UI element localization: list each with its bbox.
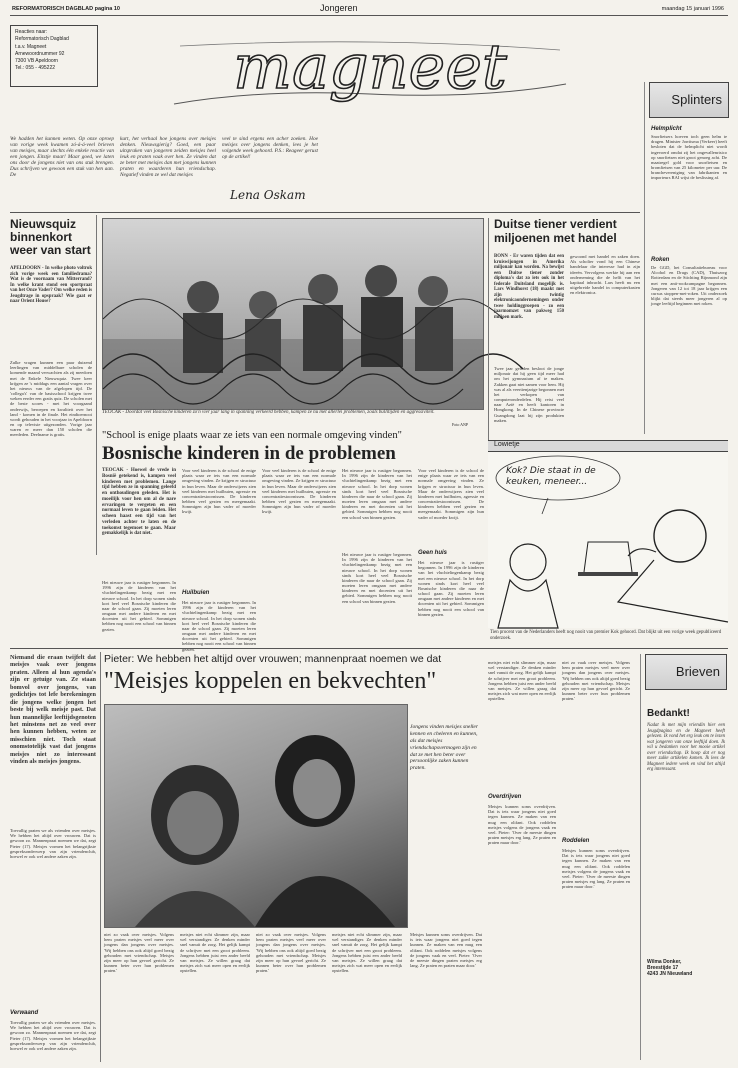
address-line: 7300 VB Apeldoorn: [15, 58, 59, 64]
bosnia-kicker: "School is enige plaats waar ze iets van een normale omgeving vinden": [102, 430, 402, 441]
editorial-col: We hadden het kunnen weten. Op onze oproep van vorige week kwamen zó-á-á-veel brieven van meisjes, maar slechts één enkele reactie van een jongen. Eitstje maar! Maar goed, we laten ons door de jongens niet van ons stuk brengen. Dus schrijven we gewoon een stuk van hen aan. De: [10, 136, 114, 179]
address-line: Reformatorisch Dagblad: [15, 36, 69, 43]
meisjes-body: niet zo vaak over meisjes. Volgens hem praten meisjes veel meer over jongens dan jongens over meisjes. 'Wij hebben ons ook altijd goed bezig gehouden met vriendschap. Meisjes zijn meer op hun gevoel gericht. Ze kunnen beter over hun problemen praten.': [104, 932, 174, 974]
logo-text: magneet: [233, 30, 507, 103]
editorial-col: kurt, het verhaal hoe jongens over meisjes denken. Nieuwsgierig? Goed, een paar uitspraken van jongeren zeiden meisjes heel leuk en praten vaak over hen. Ze vinden dat ze beter met meisjes dan met jongens kunnen praten en waarderen hun vriendschap. Negatief vinden ze wel dat meisjes: [120, 136, 216, 179]
splinters-box: [644, 82, 729, 434]
cartoon-caption: Tien procent van de Nederlanders heeft nog nooit van premier Kok gehoord. Dat blijkt uit een vorige week gepubliceerd onderzoek.: [490, 630, 722, 641]
bosnia-lead: TEOCAK - Hoewel de vrede in Bosnië getekend is, kampen veel kinderen met problemen. Lange tijd hebben ze in spanning geleefd en onthoudingen geleden. Het is moeilijk voor hen om al de nare ervaringen te vergeten en een normaal leven te gaan leiden. Het scheen haast een tijd van het verleden achter te laten en de toekomst tegemoet te gaan. Maar gemakkelijk is dat niet.: [102, 468, 176, 537]
meisjes-quote: Jongens vinden meisjes sneller kennen en cheleren en kunnen, als dat meisjes vriendschapsvermogen zijn en dat ze met hen beter over persoonlijke zaken kunnen praten.: [410, 724, 478, 772]
duitse-body: Twee jaar geleden besloot de jonge miljonair dat hij geen tijd meer had om het gymnasium af te maken. Zakken gaat niet samen voor hem. Hij was al als veertienjarige begonnen met het verkopen van computeronderdelen. Hij reist veel naar Azië en heeft kantoren in Hongkong. In de Chinese provincie Guangdong laat hij zijn produkten maken.: [494, 366, 564, 423]
meisjes-leftcol: Niemand die eraan twijfelt dat meisjes vaak over jongens praten. Alleen al hun agenda's zijn er getuige van. Ze staan bomvol over jongens, van gedichtjes tot lefe berekeningen die jongens welke jongen het beste bij welk meisje past. Dat hun mannelijke leeftijdsgenoten het minstens net zo veel over hen kunnen hebben, weten ze misschien niet. Toch staat onomstotelijk vast dat jongens meisjes niet zo interessant vinden als meisjes jongens.: [10, 654, 96, 766]
section-title: Jongeren: [320, 3, 358, 13]
bosnia-body: Het nieuwe jaar is rustiger begonnen. In 1996 zijn de kinderen van het vluchtelingenkamp bezig met een nieuwe school. In het dorp wonen sinds kort heel veel Bosnische kinderen die naar de school gaan. Zij moeten leren omgaan met andere kinderen en met docenten uit het gebied. Sommigen hebben nog nooit een school van binnen gezien.: [342, 552, 412, 604]
brieven-city: 4243 JN Nieuwland: [647, 971, 693, 977]
brieven-author: Wilma Donker,: [647, 959, 682, 965]
meisjes-kicker: Pieter: We hebben het altijd over vrouwen; mannenpraat noemen we dat: [104, 653, 442, 665]
meisjes-subhead: Overdrijven: [488, 794, 522, 800]
address-line: Arnewoordnummer 92: [15, 50, 65, 57]
left-article-lead: APELDOORN - In welke photo voltrok zich vorige week een familiedrama? Wat is de voornaam van Mitterrand? In welke krant stond een sportpraat van het Onze Vader? Om welke reden is Jeugdtrage in opspraak? Wie gaat er naar Orient House?: [10, 266, 92, 305]
bosnia-body: Voor veel kinderen is de school de enige plaats waar ze iets van een normale omgeving vinden. Ze krijgen er structuur in hun leven. Maar de onderwijzers zien veel kinderen met huilbuien, agressie en concentratiestoornissen. De kinderen hebben veel gezien en meegemaakt. Sommigen zijn hun vader of moeder kwijt.: [262, 468, 336, 515]
address-line: t.a.v. Magneet: [15, 43, 47, 50]
bosnia-title: Bosnische kinderen in de problemen: [102, 443, 396, 464]
address-line: Tel.: 055 - 495222: [15, 65, 56, 72]
duitse-title: Duitse tiener verdient miljoenen met handel: [494, 217, 617, 245]
bosnia-subhead: Geen huis: [418, 550, 448, 556]
left-article-title: Nieuwsquiz binnenkort weer van start: [10, 217, 91, 258]
bosnia-body: Voor veel kinderen is de school de enige plaats waar ze iets van een normale omgeving vinden. Ze krijgen er structuur in hun leven. Maar de onderwijzers zien veel kinderen met huilbuien, agressie en concentratiestoornissen. De kinderen hebben veel gezien en meegemaakt. Sommigen zijn hun vader of moeder kwijt.: [182, 468, 256, 515]
address-line: Reacties naar:: [15, 29, 48, 35]
meisjes-body: Meisjes kunnen soms overdrijven. Dat is iets waar jongens niet goed tegen kunnen. Ze maken van een mug een olifant. Ook roddelen meisjes volgens de jongens vaak en veel. Pieter: 'Over de meeste dingen praten meisjes erg lang. Ze praten en praten maar door.': [562, 848, 630, 890]
bosnia-subhead: Huilbuien: [182, 590, 210, 596]
splinters-subhead: Roken: [651, 257, 670, 263]
meisjes-body: meisjes niet echt slimmer zijn, maar wel verstandiger. Ze denken minder snel vanuit de zorg. Het gelijk kampt de schrijver met een groot probleem. Jongens hebben juist een ander beeld van meisjes. Ze willen graag dat meisjes zich wat meer open en eerlijk opstellen.: [332, 932, 402, 974]
girls-photo: [104, 704, 408, 928]
editorial-col: veel te sind ergens een acher zoeken. Hoe meisjes over jongens denken, lees je het volgende week gehoord. P.S.: Reageer gerust op de artikel!: [222, 136, 318, 161]
meisjes-body: Meisjes kunnen soms overdrijven. Dat is iets waar jongens niet goed tegen kunnen. Ze maken van een mug een olifant. Ook roddelen meisjes volgens de jongens vaak en veel. Pieter: 'Over de meeste dingen praten meisjes erg lang. Ze praten en praten maar door.': [410, 932, 482, 969]
lowietje-bar: [488, 440, 728, 452]
bosnia-body: Het nieuwe jaar is rustiger begonnen. In 1996 zijn de kinderen van het vluchtelingenkamp bezig met een nieuwe school. In het dorp wonen sinds kort heel veel Bosnische kinderen die naar de school gaan. Zij moeten leren omgaan met andere kinderen en met docenten uit het gebied. Sommigen hebben nog nooit een school van binnen gezien.: [102, 580, 176, 632]
brieven-subhead: Bedankt!: [647, 708, 690, 719]
meisjes-body: niet zo vaak over meisjes. Volgens hem praten meisjes veel meer over jongens dan jongens over meisjes. 'Wij hebben ons ook altijd goed bezig gehouden met vriendschap. Meisjes zijn meer op hun gevoel gericht. Ze kunnen beter over hun problemen praten.': [256, 932, 326, 974]
section-rule: [10, 648, 728, 649]
meisjes-leftbody: Toevallig praten we als vrienden over meisjes. We hebben het altijd over vrouwen. Dat is gewoon zo. Mannenpraat noemen we dat, zegt Pieter (17). Meisjes vormen het belangrijkste gespreksonderwerp van zijn vriendenclub, hoewel er ook wel andere zaken zijn.: [10, 1020, 96, 1051]
lowietje-title: Lowietje: [494, 441, 520, 448]
meisjes-body: niet zo vaak over meisjes. Volgens hem praten meisjes veel meer over jongens dan jongens over meisjes. 'Wij hebben ons ook altijd goed bezig gehouden met vriendschap. Meisjes zijn meer op hun gevoel gericht. Ze kunnen beter over hun problemen praten.': [562, 660, 630, 702]
magneet-logo-art: [170, 30, 570, 110]
splinters-subhead: Helmplicht: [651, 126, 682, 132]
meisjes-body: meisjes niet echt slimmer zijn, maar wel verstandiger. Ze denken minder snel vanuit de zorg. Het gelijk kampt de schrijver met een groot probleem. Jongens hebben juist een ander beeld van meisjes. Ze willen graag dat meisjes zich wat meer open en eerlijk opstellen.: [488, 660, 556, 702]
meisjes-leftbody: Toevallig praten we als vrienden over meisjes. We hebben het altijd over vrouwen. Dat is gewoon zo. Mannenpraat noemen we dat, zegt Pieter (17). Meisjes vormen het belangrijkste gespreksonderwerp van zijn vriendenclub, hoewel er ook wel andere zaken zijn.: [10, 828, 96, 859]
photo1-caption: TEOCAK - Doordat veel Bosnische kinderen zo'n vier jaar lang in spanning verkeerd hebben, kampen ze nu met allerlei problemen, zoals bullitijden en aggressiviteit.: [102, 410, 435, 415]
meisjes-body: Meisjes kunnen soms overdrijven. Dat is iets waar jongens niet goed tegen kunnen. Ze maken van een mug een olifant. Ook roddelen meisjes volgens de jongens vaak en veel. Pieter: 'Over de meeste dingen praten meisjes erg lang. Ze praten en praten maar door.': [488, 804, 556, 846]
cartoon-bubble: Kok? Die staat in de keuken, meneer...: [506, 466, 596, 487]
brieven-header: [645, 654, 727, 690]
header-rule: [10, 15, 728, 16]
photo1-credit: Foto ANP: [452, 422, 469, 427]
brieven-address: Breestijde 17: [647, 965, 679, 971]
meisjes-title: "Meisjes koppelen en bekvechten": [104, 668, 437, 694]
barbed-wire-icon: [103, 219, 483, 409]
address-box: [10, 25, 98, 87]
brieven-box: [640, 654, 729, 1060]
paper-name: REFORMATORISCH DAGBLAD pagina 10: [12, 6, 120, 12]
meisjes-subhead: Verwaand: [10, 1010, 39, 1016]
splinters-body: De GGD, het Consultatiebureau voor Alcohol en Drugs (CAD), Thuiszorg Rotterdam en de Stichting Rijnmond zijn met een anti-rookcampagne begonnen. Jongeren van 12 tot 18 jaar krijgen een cursus stoppen-met-roken. Uit onderzoek blijkt dat steeds meer jongeren al op jonge leeftijd beginnen met roken.: [651, 265, 727, 307]
duitse-lead: BONN - Er waren tijden dat een kruiswijongen in Amerika miljonair kan worden. Na bewijst een Duitse tiener zonder diploma's dat zo iets ook in het federale Duitsland mogelijk is. Lars Windhorst (18) maakt met zijn twintig elektronicaondernemingen onder twee holdinggroepen - zo een jaarmomzet van pakweg 150 miljoen mark.: [494, 254, 564, 320]
duitse-body: gewoond met handel en zaken doen. Als scholier vond hij een Chinese handelaar die interesse had in zijn ideeën. Vervolgens werkte hij aan een onderneming die de helft van het kapitaal inbracht. Lars heeft nu een uitgebreide handel in computerkasten en elektronica.: [570, 254, 640, 296]
splinters-body: Snorfietsers hoeven toch geen helm te dragen. Minister Jorritsma (Verkeer) heeft besloten dat de helmplicht niet wordt ingevoerd omdat zij het ongevallenrisico op snorfietsen niet groot genoeg acht. De maatregel gold voor snorfietsen en bromfietsen van 25 kilometer per uur. De branchevereniging van fabrikanten en importeurs RAI wijst de beslissing af.: [651, 134, 727, 181]
splinters-header: [649, 82, 729, 118]
brieven-body: Nadat ik met mijn vriendin hier een Jeugdpagina en de Magneet heeft gelezen. Ik vond het erg leuk om te lezen wat jongeren van onze leeftijd doen. Ik wil u bedanken voor het mooie artikel over vriendschap. Ik hoop dat er nog meer zulke artikelen komen. Ik lees de Magneet iedere week en vind het altijd erg interessant.: [647, 723, 725, 773]
column-rule: [96, 215, 97, 555]
column-rule: [100, 652, 101, 1062]
meisjes-body: meisjes niet echt slimmer zijn, maar wel verstandiger. Ze denken minder snel vanuit de zorg. Het gelijk kampt de schrijver met een groot probleem. Jongens hebben juist een ander beeld van meisjes. Ze willen graag dat meisjes zich wat meer open en eerlijk opstellen.: [180, 932, 250, 974]
header-date: maandag 15 januari 1996: [661, 6, 724, 12]
magneet-logo: [170, 30, 570, 110]
girls-silhouette-icon: [105, 705, 407, 927]
meisjes-subhead: Roddelen: [562, 838, 590, 844]
brieven-title: Brieven: [675, 664, 720, 679]
bosnia-body: Het nieuwe jaar is rustiger begonnen. In 1996 zijn de kinderen van het vluchtelingenkamp bezig met een nieuwe school. In het dorp wonen sinds kort heel veel Bosnische kinderen die naar de school gaan. Zij moeten leren omgaan met andere kinderen en met docenten uit het gebied. Sommigen hebben nog nooit een school van binnen gezien.: [342, 468, 412, 520]
bosnian-children-photo: [102, 218, 484, 410]
left-article-body: Zulke vragen kunnen een paar duizend leerlingen van middelbare scholen de komende maand verwachten als zij meedoen met de Enkele Nieuwsquiz. Twee keer krijgen ze 's middags een aantal vragen over het nieuws van de afgelopen tijd. De 'collega's' van de basisschool krijgen twee weken eerder een gratis quiz. De scholen met de beste scores - met het voorgaand onderwijs, beroepen en kwaliteit over het land - komen in de finale. Het eindtoernooi wordt gehouden in het voorjaar in Apeldoorn en op televisie uitgezonden. Vorige jaar waren er meer dan 150 scholen die meededen. Deelname is gratis.: [10, 360, 92, 438]
bosnia-body: Het nieuwe jaar is rustiger begonnen. In 1996 zijn de kinderen van het vluchtelingenkamp bezig met een nieuwe school. In het dorp wonen sinds kort heel veel Bosnische kinderen die naar de school gaan. Zij moeten leren omgaan met andere kinderen en met docenten uit het gebied. Sommigen hebben nog nooit een school van binnen gezien.: [182, 600, 256, 652]
editorial-rule: [10, 212, 640, 213]
bosnia-body: Het nieuwe jaar is rustiger begonnen. In 1996 zijn de kinderen van het vluchtelingenkamp bezig met een nieuwe school. In het dorp wonen sinds kort heel veel Bosnische kinderen die naar de school gaan. Zij moeten leren omgaan met andere kinderen en met docenten uit het gebied. Sommigen hebben nog nooit een school van binnen gezien.: [418, 560, 484, 617]
editorial-signature: Lena Oskam: [230, 188, 306, 202]
bosnia-body: Voor veel kinderen is de school de enige plaats waar ze iets van een normale omgeving vinden. Ze krijgen er structuur in hun leven. Maar de onderwijzers zien veel kinderen met huilbuien, agressie en concentratiestoornissen. De kinderen hebben veel gezien en meegemaakt. Sommigen zijn hun vader of moeder kwijt.: [418, 468, 484, 520]
cartoon-panel: [488, 452, 728, 628]
splinters-title: Splinters: [671, 92, 722, 107]
